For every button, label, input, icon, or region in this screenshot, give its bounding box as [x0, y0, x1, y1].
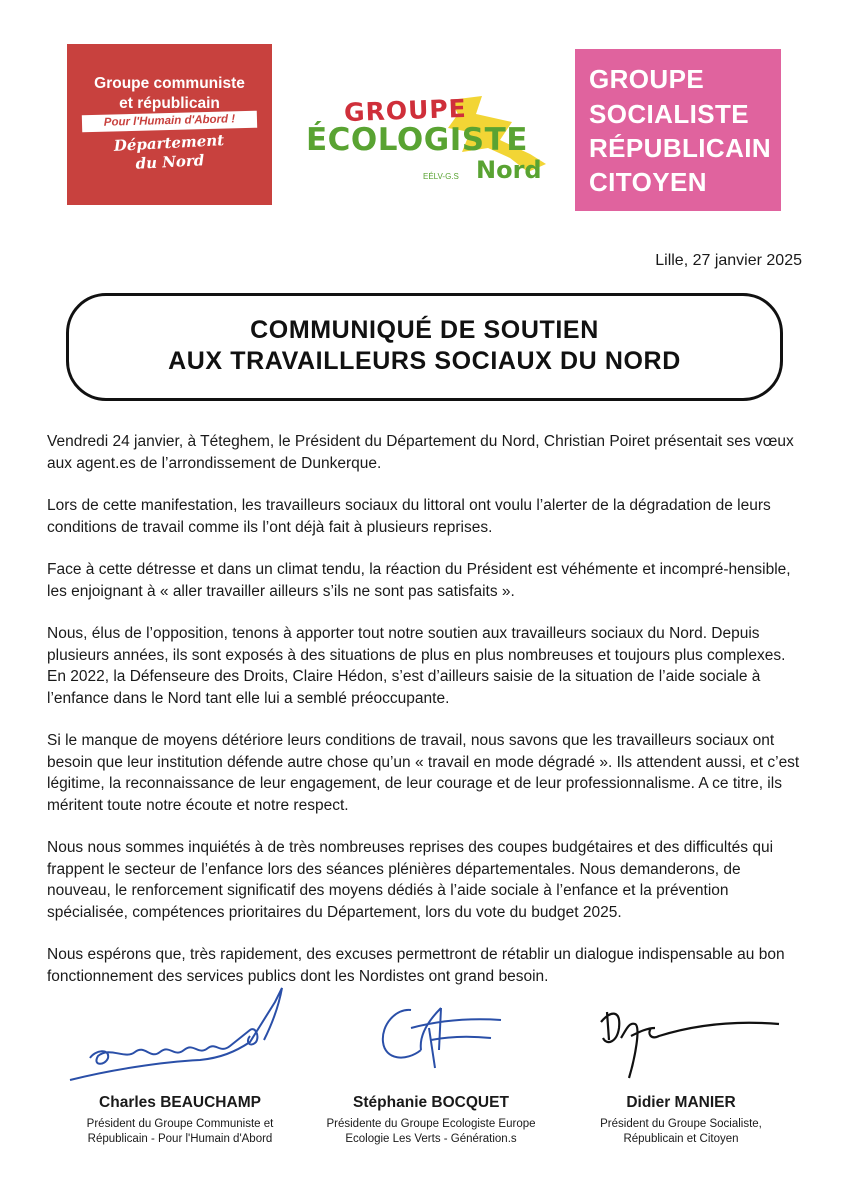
logo-groupe-communiste	[67, 44, 272, 205]
signatory-role-line2: Républicain et Citoyen	[623, 1133, 739, 1145]
title-box	[66, 293, 783, 401]
paragraph: Si le manque de moyens détériore leurs conditions de travail, nous savons que les travailleurs sociaux ont besoin que leur institution défende autre chose qu’un « travail en mode dégradé ». Ils attendent aussi, et c’est légitime, la reconnaissance de leur engagement, de leur courage et de leur professionnalisme. A ce titre, ils méritent toute notre écoute et notre respect.	[47, 732, 800, 814]
paragraph: Nous nous sommes inquiétés à de très nombreuses reprises des coupes budgétaires et des difficultés qui frappent le secteur de l’enfance lors des séances plénières départementales. Nous demanderons, de nouveau, le renforcement significatif des moyens dédiés à l’aide sociale à l’enfance et la prévention spécialisée, compétences prioritaires du Département, lors du vote du budget 2025.	[47, 839, 774, 921]
logo-socialist-line: SOCIALISTE	[589, 99, 750, 129]
paragraph: Nous espérons que, très rapidement, des excuses permettront de rétablir un dialogue indispensable au bon fonctionnement des services publics dont les Nordistes ont grand besoin.	[47, 946, 785, 985]
signatory-role-line2: Ecologie Les Verts - Génération.s	[345, 1133, 517, 1145]
logo-eco-groupe: GROUPE	[343, 93, 468, 128]
signatory-name: Didier MANIER	[626, 1094, 736, 1111]
logo-eco-eelv: EÉLV-G.S	[423, 172, 459, 181]
signature-manier-icon	[551, 980, 811, 1085]
signatory-role-line2: Républicain - Pour l'Humain d'Abord	[87, 1133, 273, 1145]
signatory-role	[551, 1117, 811, 1147]
logo-socialist-line: RÉPUBLICAIN	[589, 133, 772, 163]
title-line2: AUX TRAVAILLEURS SOCIAUX DU NORD	[168, 347, 681, 375]
paragraph: Face à cette détresse et dans un climat tendu, la réaction du Président est véhémente et incompré-hensible, les enjoignant à « aller travailler ailleurs s’ils ne sont pas satisfaits ».	[47, 561, 791, 600]
signature-bocquet-icon	[301, 980, 561, 1085]
logo-communist-line4: du Nord	[135, 151, 205, 173]
logo-communist-line3: Département	[113, 131, 225, 155]
signatory-beauchamp	[50, 980, 310, 1145]
logo-communist-departement	[66, 129, 273, 178]
logo-eco-ecologiste: ÉCOLOGISTE	[306, 122, 528, 158]
signatory-role	[301, 1117, 561, 1147]
signature-beauchamp-icon	[50, 980, 310, 1085]
paragraph: Lors de cette manifestation, les travailleurs sociaux du littoral ont voulu l’alerter de la dégradation de leurs conditions de travail comme ils l’ont déjà fait à plusieurs reprises.	[47, 497, 771, 536]
logo-socialist-line: CITOYEN	[589, 167, 707, 197]
logo-socialist-line: GROUPE	[589, 64, 705, 94]
logo-communist-line1: Groupe communiste	[94, 75, 245, 92]
signatory-role-line1: Présidente du Groupe Ecologiste Europe	[326, 1118, 536, 1130]
logo-groupe-socialiste	[575, 49, 781, 211]
logo-communist-title	[67, 74, 272, 114]
logo-eco-nord: Nord	[476, 156, 542, 184]
logo-communist-line2: et républicain	[119, 95, 220, 112]
date-line: Lille, 27 janvier 2025	[655, 252, 802, 269]
signatory-name: Stéphanie BOCQUET	[353, 1094, 509, 1111]
body-text	[47, 431, 807, 1008]
paragraph: Nous, élus de l’opposition, tenons à apporter tout notre soutien aux travailleurs sociaux du Nord. Depuis plusieurs années, ils sont exposés à des situations de plus en plus nombreuses et toujours plus complexes. En 2022, la Défenseure des Droits, Claire Hédon, s’est d’ailleurs saisie de la situation de l’aide sociale à l’enfance dans le Nord tant elle lui a semblé préoccupante.	[47, 625, 786, 707]
signatory-role-line1: Président du Groupe Socialiste,	[600, 1118, 762, 1130]
title-line1: COMMUNIQUÉ DE SOUTIEN	[250, 316, 599, 344]
logo-communist-banner: Pour l'Humain d'Abord !	[82, 111, 257, 133]
paragraph: Vendredi 24 janvier, à Téteghem, le Président du Département du Nord, Christian Poiret présentait ses vœux aux agent.es de l’arrondissement de Dunkerque.	[47, 433, 794, 472]
signatory-role-line1: Président du Groupe Communiste et	[86, 1118, 274, 1130]
signatory-name: Charles BEAUCHAMP	[99, 1094, 261, 1111]
signatory-role	[50, 1117, 310, 1147]
signatory-manier	[551, 980, 811, 1145]
signatory-bocquet	[301, 980, 561, 1145]
logo-groupe-ecologiste	[300, 92, 550, 192]
